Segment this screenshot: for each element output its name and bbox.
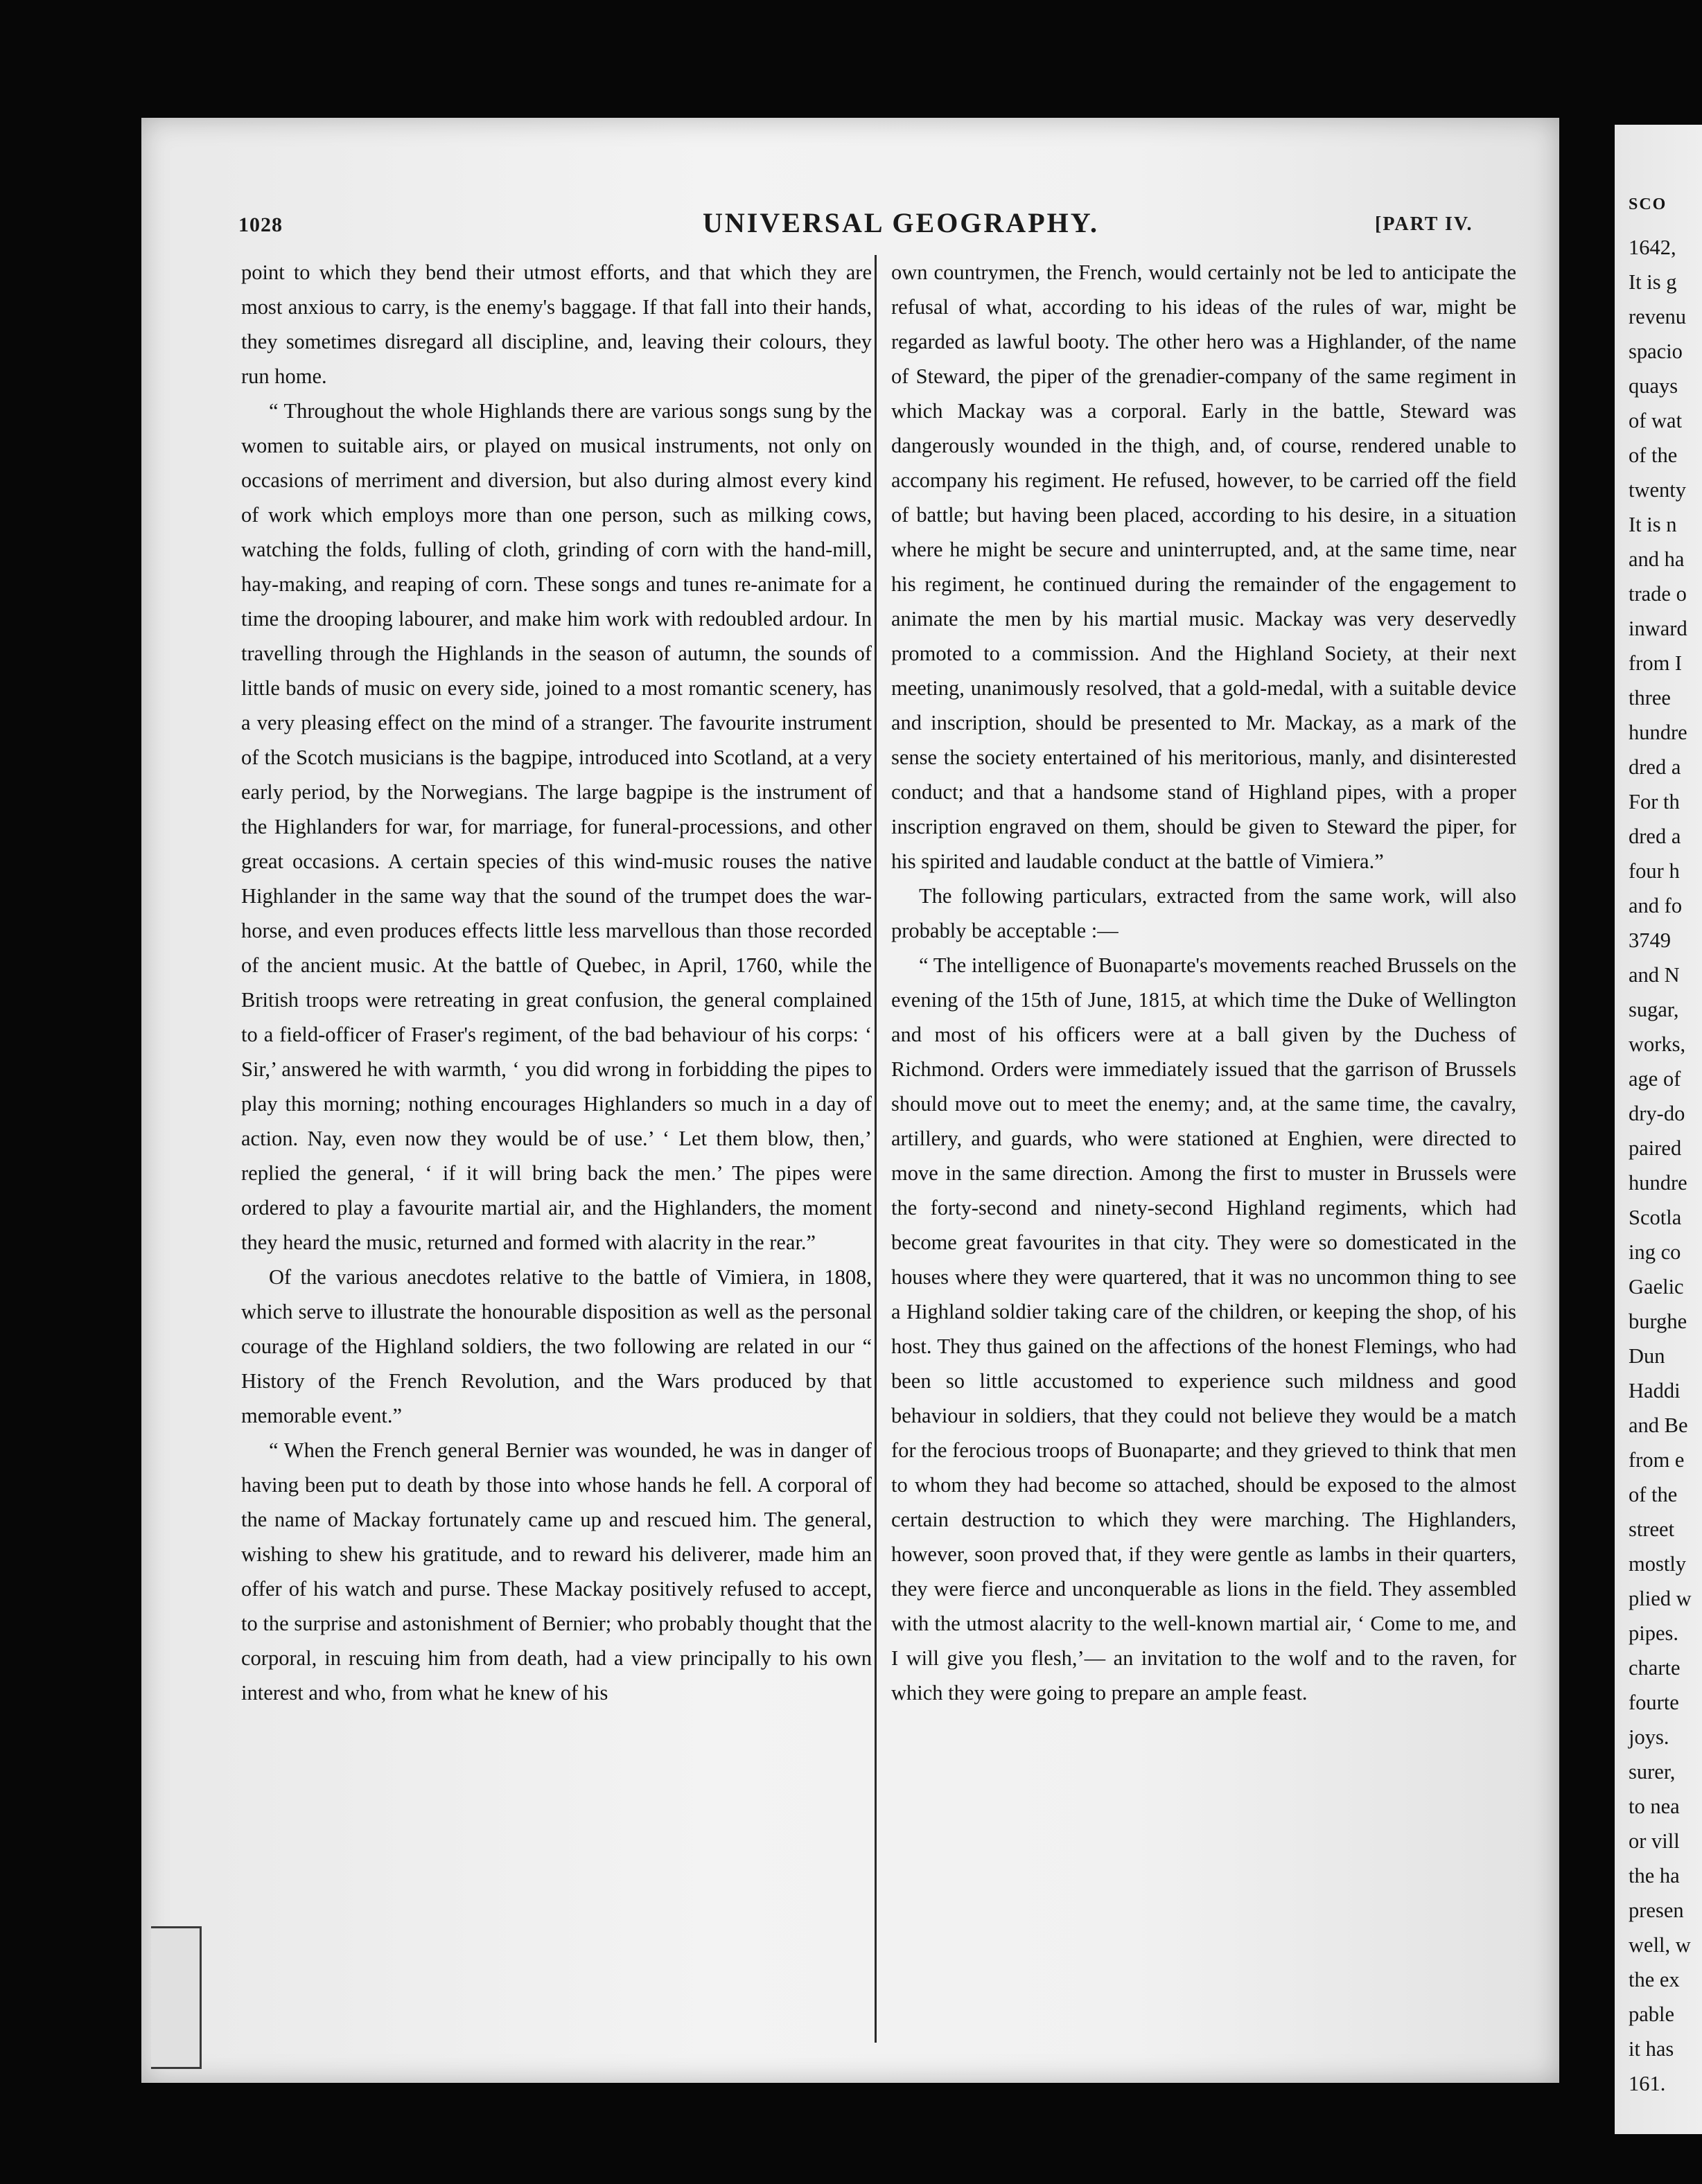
fragment-line: revenu: [1629, 305, 1686, 328]
fragment-line: plied w: [1629, 1587, 1692, 1610]
paragraph: The following particulars, extracted from the same work, will also probably be acceptable :—: [891, 884, 1516, 942]
fragment-line: inward: [1629, 617, 1687, 640]
next-page-header: SCO: [1629, 195, 1667, 213]
fragment-line: or vill: [1629, 1829, 1680, 1853]
paragraph: “ Throughout the whole Highlands there are various songs sung by the women to suitable airs, or played on musical instruments, not only on occasions of merriment and diversion, but also during almost every kind of work which employs more than one person, such as milking cows, watching the folds, fulling of cloth, grinding of corn with the hand-mill, hay-making, and reaping of corn. These songs and tunes re-animate for a time the drooping labourer, and make him work with redoubled ardour. In travelling through the Highlands in the season of autumn, the sounds of little bands of music on every side, joined to a most romantic scenery, has a very pleasing effect on the mind of a stranger. The favourite instrument of the Scotch musicians is the bagpipe, introduced into Scotland, at a very early period, by the Norwegians. The large bagpipe is the instrument of the Highlanders for war, for marriage, for funeral-processions, and other great occasions. A certain species of this wind-music rouses the native Highlander in the same way that the sound of the trumpet does the war-horse, and even produces effects little less marvellous than those recorded of the ancient music. At the battle of Quebec, in April, 1760, while the British troops were retreating in great confusion, the general complained to a field-officer of Fraser's regiment, of the bad behaviour of his corps: ‘ Sir,’ answered he with warmth, ‘ you did wrong in forbidding the pipes to play this morning; nothing encourages Highlanders so much in a day of action. Nay, even now they would be of use.’ ‘ Let them blow, then,’ replied the general, ‘ if it will bring back the men.’ The pipes were ordered to play a favourite martial air, and the Highlanders, the moment they heard the music, returned and formed with alacrity in the rear.”: [241, 399, 872, 1254]
book-page: [141, 118, 1559, 2083]
fragment-line: from I: [1629, 651, 1683, 675]
fragment-line: the ha: [1629, 1864, 1680, 1887]
fragment-line: and fo: [1629, 894, 1683, 917]
fragment-line: four h: [1629, 859, 1680, 883]
fragment-line: trade o: [1629, 582, 1687, 606]
next-page-text: [1629, 187, 1702, 2101]
fragment-line: presen: [1629, 1899, 1684, 1922]
fragment-line: and N: [1629, 963, 1680, 987]
fragment-line: and ha: [1629, 547, 1685, 571]
fragment-line: 161.: [1629, 2072, 1666, 2095]
part-label: [PART IV.: [1375, 213, 1473, 235]
fragment-line: It is n: [1629, 513, 1677, 536]
fragment-line: pable: [1629, 2002, 1675, 2026]
fragment-line: from e: [1629, 1448, 1685, 1472]
paragraph: “ The intelligence of Buonaparte's movements reached Brussels on the evening of the 15th of June, 1815, at which time the Duke of Wellington and most of his officers were at a ball given by the Duchess of Richmond. Orders were immediately issued that the garrison of Brussels should move out to meet the enemy; and, at the same time, the cavalry, artillery, and guards, who were stationed at Enghien, were directed to move in the same direction. Among the first to muster in Brussels were the forty-second and ninety-second Highland regiments, which had become great favourites in that city. They were so domesticated in the houses where they were quartered, that it was no uncommon thing to see a Highland soldier taking care of the children, or keeping the shop, of his host. They thus gained on the affections of the honest Flemings, who had been so little accustomed to experience such mildness and good behaviour in soldiers, that they could not believe they would be a match for the ferocious troops of Buonaparte; and they grieved to think that men to whom they had become so attached, should be exposed to the almost certain destruction to which they were marching. The Highlanders, however, soon proved that, if they were gentle as lambs in their quarters, they were fierce and unconquerable as lions in the field. They assembled with the utmost alacrity to the well-known martial air, ‘ Come to me, and I will give you flesh,’— an invitation to the wolf and to the raven, for which they were going to prepare an ample feast.: [891, 953, 1516, 1705]
paragraph: point to which they bend their utmost efforts, and that which they are most anxious to carry, is the enemy's baggage. If that fall into their hands, they sometimes disregard all discipline, and, leaving their colours, they run home.: [241, 261, 872, 388]
paragraph: Of the various anecdotes relative to the battle of Vimiera, in 1808, which serve to illustrate the honourable disposition as well as the personal courage of the Highland soldiers, the two following are related in our “ History of the French Revolution, and the Wars produced by that memorable event.”: [241, 1265, 872, 1427]
fragment-line: Dun: [1629, 1344, 1665, 1368]
left-text-column: [241, 255, 872, 1710]
fragment-line: street: [1629, 1517, 1675, 1541]
fragment-line: Haddi: [1629, 1379, 1681, 1402]
fragment-line: paired: [1629, 1136, 1682, 1160]
paragraph: “ When the French general Bernier was wounded, he was in danger of having been put to death by those into whose hands he fell. A corporal of the name of Mackay fortunately came up and rescued him. The general, wishing to shew his gratitude, and to reward his deliverer, made him an offer of his watch and purse. These Mackay positively refused to accept, to the surprise and astonishment of Bernier; who probably thought that the corporal, in rescuing him from death, had a view principally to his own interest and who, from what he knew of his: [241, 1438, 872, 1705]
fragment-line: dred a: [1629, 755, 1681, 779]
fragment-line: well, w: [1629, 1933, 1691, 1957]
fragment-line: it has: [1629, 2037, 1674, 2061]
running-title: UNIVERSAL GEOGRAPHY.: [703, 207, 1099, 238]
fragment-line: surer,: [1629, 1760, 1676, 1784]
paragraph: own countrymen, the French, would certainly not be led to anticipate the refusal of what, according to his ideas of the rules of war, might be regarded as lawful booty. The other hero was a Highlander, of the name of Steward, the piper of the grenadier-company of the same regiment in which Mackay was a corporal. Early in the battle, Steward was dangerously wounded in the thigh, and, of course, rendered unable to accompany his regiment. He refused, however, to be carried off the field of battle; but having been placed, according to his desire, in a situation where he might be secure and uninterrupted, and, at the same time, near his regiment, he continued during the remainder of the engagement to animate the men by his martial music. Mackay was very deservedly promoted to a commission. And the Highland Society, at their next meeting, unanimously resolved, that a gold-medal, with a suitable device and inscription, should be presented to Mr. Mackay, as a mark of the sense the society entertained of his meritorious, manly, and disinterested conduct; and that a handsome stand of Highland pipes, with a proper inscription engraved on them, should be given to Steward the piper, for his spirited and laudable conduct at the battle of Vimiera.”: [891, 261, 1516, 873]
fragment-line: hundre: [1629, 1171, 1687, 1195]
fragment-line: the ex: [1629, 1968, 1680, 1991]
fragment-line: dred a: [1629, 825, 1681, 848]
fragment-line: charte: [1629, 1656, 1681, 1680]
fragment-line: of wat: [1629, 409, 1683, 432]
fragment-line: age of: [1629, 1067, 1681, 1091]
fragment-line: works,: [1629, 1032, 1686, 1056]
fragment-line: three: [1629, 686, 1671, 710]
fragment-line: 3749: [1629, 928, 1671, 952]
fragment-line: to nea: [1629, 1795, 1680, 1818]
right-text-column: [891, 255, 1516, 1710]
column-divider: [875, 255, 877, 2043]
fragment-line: mostly: [1629, 1552, 1687, 1576]
fragment-line: of the: [1629, 1483, 1678, 1506]
page-number: 1028: [238, 213, 283, 236]
fragment-line: of the: [1629, 443, 1678, 467]
fragment-line: dry-do: [1629, 1102, 1685, 1125]
fragment-line: Gaelic: [1629, 1275, 1684, 1298]
next-page-fragment: [1615, 125, 1702, 2134]
fragment-line: For th: [1629, 790, 1680, 813]
fragment-line: ing co: [1629, 1240, 1681, 1264]
fragment-line: quays: [1629, 374, 1678, 398]
fragment-line: Scotla: [1629, 1206, 1682, 1229]
fragment-line: burghe: [1629, 1310, 1687, 1333]
fragment-line: twenty: [1629, 478, 1687, 502]
fragment-line: pipes.: [1629, 1621, 1679, 1645]
fragment-line: It is g: [1629, 270, 1677, 294]
fragment-line: joys.: [1629, 1725, 1669, 1749]
fragment-line: hundre: [1629, 721, 1687, 744]
fragment-line: sugar,: [1629, 998, 1679, 1021]
page-corner-fold: [151, 1926, 202, 2069]
fragment-line: fourte: [1629, 1691, 1679, 1714]
fragment-line: spacio: [1629, 340, 1683, 363]
fragment-line: and Be: [1629, 1414, 1688, 1437]
running-header: [141, 206, 1559, 248]
fragment-line: 1642,: [1629, 236, 1676, 259]
